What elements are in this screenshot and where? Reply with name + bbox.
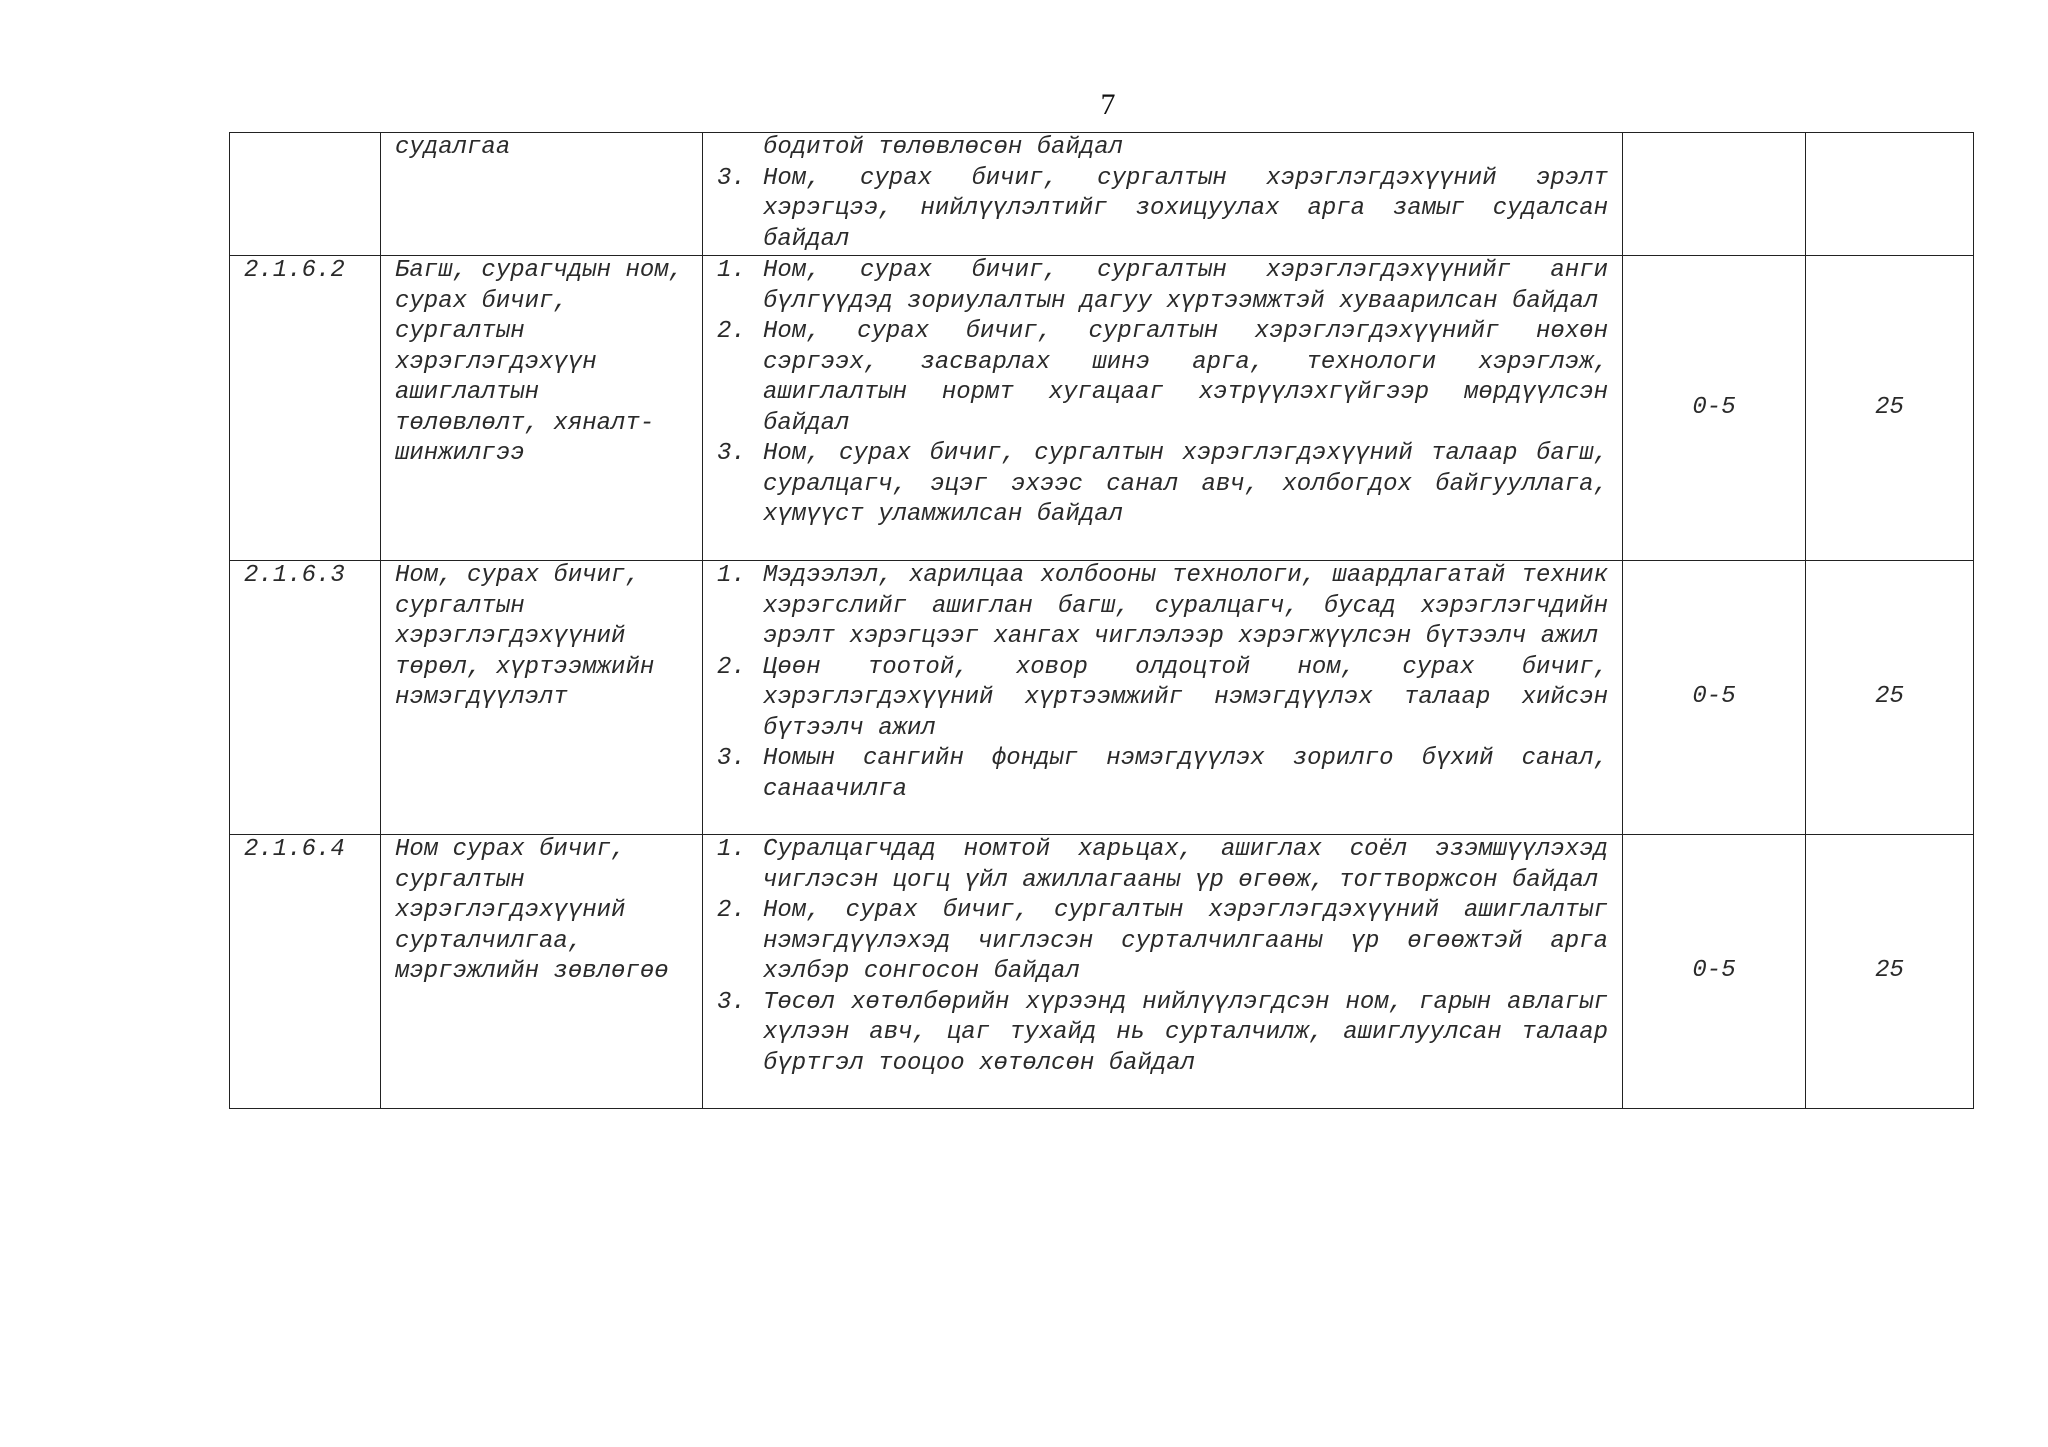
criterion-weight	[1806, 133, 1974, 256]
criterion-code: 2.1.6.4	[230, 835, 381, 1109]
criterion-weight: 25	[1806, 561, 1974, 835]
criterion-code	[230, 133, 381, 256]
indicator-item: 1. Мэдээлэл, харилцаа холбооны технологи, шаардлагатай техник хэрэгслийг ашиглан багш, суралцагч, бусад хэрэглэгчдийн эрэлт хэрэгцээг хангах чиглэлээр хэрэгжүүлсэн бүтээлч ажил	[717, 562, 1608, 650]
indicator-item: 1. Ном, сурах бичиг, сургалтын хэрэглэгдэхүүнийг анги бүлгүүдэд зориулалтын дагуу хүртээмжтэй хуваарилсан байдал	[717, 257, 1608, 315]
criterion-code: 2.1.6.3	[230, 561, 381, 835]
criteria-table	[229, 132, 1974, 1109]
indicator-item: 1. Суралцагчдад номтой харьцах, ашиглах соёл эзэмшүүлэхэд чиглэсэн цогц үйл ажиллагааны үр өгөөж, тогтворжсон байдал	[717, 836, 1608, 894]
indicator-item: 2. Цөөн тоотой, ховор олдоцтой ном, сурах бичиг, хэрэглэгдэхүүний хүртээмжийг нэмэгдүүлэх талаар хийсэн бүтээлч ажил	[717, 653, 1608, 742]
table-row	[230, 835, 1974, 1109]
criterion-title: Багш, сурагчдын ном, сурах бичиг, сургалтын хэрэглэгдэхүүн ашиглалтын төлөвлөлт, хяналт-шинжилгээ	[381, 256, 703, 561]
table-row	[230, 561, 1974, 835]
criterion-score	[1623, 133, 1806, 256]
table-row	[230, 256, 1974, 561]
page-number: 7	[1100, 88, 1116, 121]
criterion-score: 0-5	[1623, 256, 1806, 561]
criterion-score: 0-5	[1623, 835, 1806, 1109]
indicator-item: 2. Ном, сурах бичиг, сургалтын хэрэглэгдэхүүнийг нөхөн сэргээх, засварлах шинэ арга, технологи хэрэглэж, ашиглалтын нормт хугацааг хэтрүүлэхгүйгээр мөрдүүлсэн байдал	[717, 318, 1608, 437]
criterion-indicators	[703, 256, 1623, 561]
criterion-indicators	[703, 133, 1623, 256]
criterion-title: Ном, сурах бичиг, сургалтын хэрэглэгдэхүүний төрөл, хүртээмжийн нэмэгдүүлэлт	[381, 561, 703, 835]
criterion-code: 2.1.6.2	[230, 256, 381, 561]
indicator-item: 3. Номын сангийн фондыг нэмэгдүүлэх зорилго бүхий санал, санаачилга	[717, 745, 1608, 803]
indicator-item: 3. Төсөл хөтөлбөрийн хүрээнд нийлүүлэгдсэн ном, гарын авлагыг хүлээн авч, цаг тухайд нь сурталчилж, ашиглуулсан талаар бүртгэл тооцоо хөтөлсөн байдал	[717, 988, 1608, 1077]
criterion-score: 0-5	[1623, 561, 1806, 835]
indicator-item: бодитой төлөвлөсөн байдал	[763, 134, 1124, 161]
indicator-item: 2. Ном, сурах бичиг, сургалтын хэрэглэгдэхүүний ашиглалтыг нэмэгдүүлэхэд чиглэсэн сурталчилгааны үр өгөөжтэй арга хэлбэр сонгосон байдал	[717, 897, 1608, 985]
criterion-indicators	[703, 561, 1623, 835]
table-row	[230, 133, 1974, 256]
indicator-item: 3. Ном, сурах бичиг, сургалтын хэрэглэгдэхүүний талаар багш, суралцагч, эцэг эхээс санал авч, холбогдох байгууллага, хүмүүст уламжилсан байдал	[717, 440, 1608, 528]
criterion-indicators	[703, 835, 1623, 1109]
indicator-item: 3. Ном, сурах бичиг, сургалтын хэрэглэгдэхүүний эрэлт хэрэгцээ, нийлүүлэлтийг зохицуулах арга замыг судалсан байдал	[717, 164, 1608, 253]
criterion-title: судалгаа	[381, 133, 703, 256]
criterion-weight: 25	[1806, 835, 1974, 1109]
criterion-weight: 25	[1806, 256, 1974, 561]
criterion-title: Ном сурах бичиг, сургалтын хэрэглэгдэхүүний сурталчилгаа, мэргэжлийн зөвлөгөө	[381, 835, 703, 1109]
